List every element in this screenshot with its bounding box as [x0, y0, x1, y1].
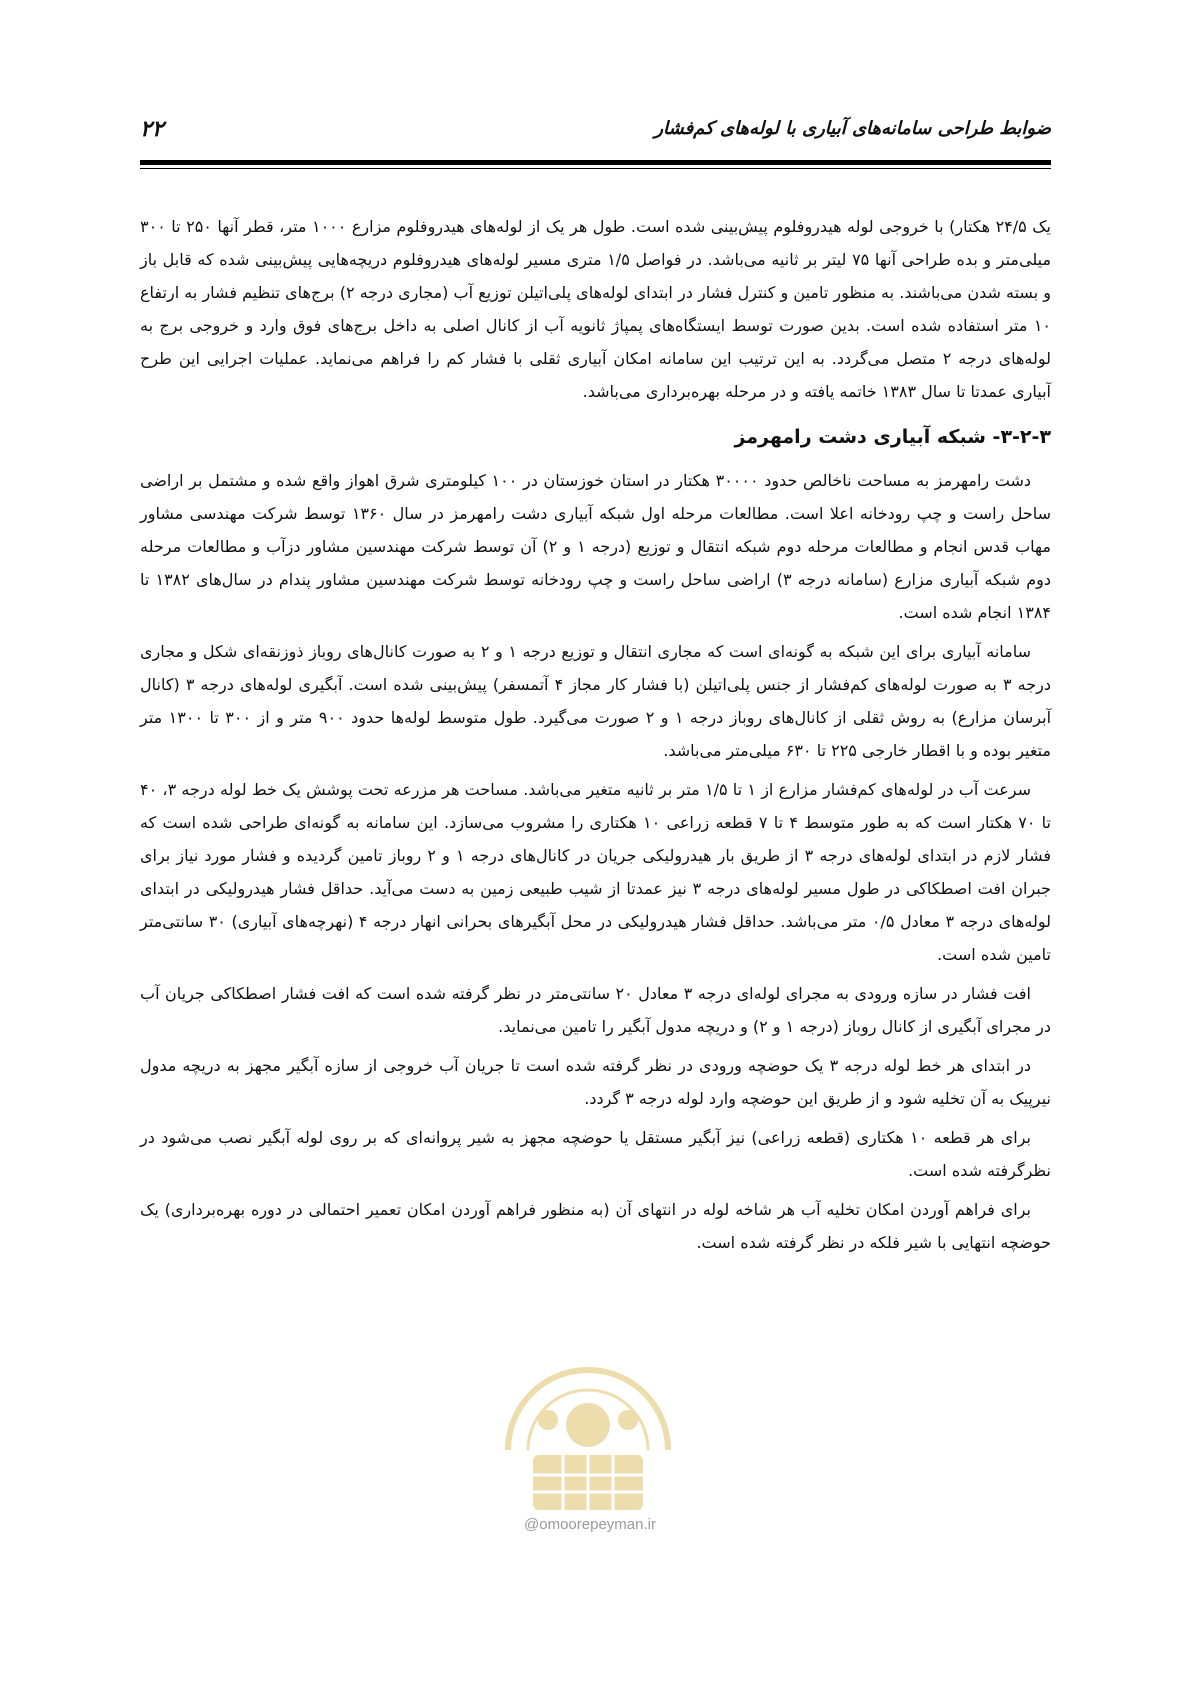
paragraph: افت فشار در سازه ورودی به مجرای لوله‌ای درجه ۳ معادل ۲۰ سانتی‌متر در نظر گرفته شده است که افت فشار اصطکاکی جریان آب در مجرای آبگیری از کانال روباز (درجه ۱ و ۲) و دریچه مدول آبگیر را تامین می‌نماید. [140, 984, 1051, 1036]
paragraph: سرعت آب در لوله‌های کم‌فشار مزارع از ۱ تا ۱/۵ متر بر ثانیه متغیر می‌باشد. مساحت هر مزرعه تحت پوشش یک خط لوله درجه ۳، ۴۰ تا ۷۰ هکتار است که به طور متوسط ۴ تا ۷ قطعه زراعی ۱۰ هکتاری را مشروب می‌سازد. این سامانه به گونه‌ای طراحی شده است که فشار لازم در ابتدای لوله‌های درجه ۳ از طریق بار هیدرولیکی جریان در کانال‌های درجه ۱ و ۲ روباز تامین گردیده و فشار مورد نیاز برای جبران افت اصطکاکی در طول مسیر لوله‌های درجه ۳ نیز عمدتا از شیب طبیعی زمین به دست می‌آید. حداقل فشار هیدرولیکی در ابتدای لوله‌های درجه ۳ معادل ۰/۵ متر می‌باشد. حداقل فشار هیدرولیکی در محل آبگیرهای بحرانی انهار درجه ۴ (نهرچه‌های آبیاری) ۳۰ سانتی‌متر تامین شده است. [140, 780, 1052, 964]
watermark-logo-icon [478, 1300, 698, 1530]
page-header [140, 118, 1051, 158]
body-text [140, 210, 1051, 1265]
paragraph: در ابتدای هر خط لوله درجه ۳ یک حوضچه ورودی در نظر گرفته شده است تا جریان آب خروجی از سازه آبگیر مجهز به دریچه مدول نیرپیک به آن تخلیه شود و از طریق این حوضچه وارد لوله درجه ۳ گردد. [140, 1056, 1051, 1108]
paragraph: سامانه آبیاری برای این شبکه به گونه‌ای است که مجاری انتقال و توزیع درجه ۱ و ۲ به صورت کانال‌های روباز ذوزنقه‌ای شکل و مجاری درجه ۳ به صورت لوله‌های کم‌فشار از جنس پلی‌اتیلن (با فشار کار مجاز ۴ آتمسفر) پیش‌بینی شده است. آبگیری لوله‌های درجه ۳ (کانال آبرسان مزارع) به روش ثقلی از کانال‌های روباز درجه ۱ و ۲ صورت می‌گیرد. طول متوسط لوله‌ها حدود ۹۰۰ متر و از ۳۰۰ تا ۱۳۰۰ متر متغیر بوده و با اقطار خارجی ۲۲۵ تا ۶۳۰ میلی‌متر می‌باشد. [140, 642, 1052, 760]
watermark-url: @omoorepeyman.ir [524, 1516, 656, 1533]
section-heading: ۳-۲-۳- شبکه آبیاری دشت رامهرمز [734, 426, 1051, 448]
paragraph: برای هر قطعه ۱۰ هکتاری (قطعه زراعی) نیز آبگیر مستقل یا حوضچه مجهز به شیر پروانه‌ای که بر روی لوله آبگیر نصب می‌شود در نظرگرفته شده است. [140, 1128, 1051, 1180]
paragraph: برای فراهم آوردن امکان تخلیه آب هر شاخه لوله در انتهای آن (به منظور فراهم آوردن امکان تعمیر احتمالی در دوره بهره‌برداری) یک حوضچه انتهایی با شیر فلکه در نظر گرفته شده است. [140, 1200, 1051, 1252]
page-number: ۲۲ [140, 116, 164, 142]
running-title: ضوابط طراحی سامانه‌های آبیاری با لوله‌های کم‌فشار [654, 118, 1051, 139]
paragraph: دشت رامهرمز به مساحت ناخالص حدود ۳۰۰۰۰ هکتار در استان خوزستان در ۱۰۰ کیلومتری شرق اهواز واقع شده و مشتمل بر اراضی ساحل راست و چپ رودخانه اعلا است. مطالعات مرحله اول شبکه آبیاری دشت رامهرمز در سال ۱۳۶۰ توسط شرکت مهندسی مشاور مهاب قدس انجام و مطالعات مرحله دوم شبکه انتقال و توزیع (درجه ۱ و ۲) آن توسط شرکت مهندسین مشاور دزآب و مطالعات مرحله دوم شبکه آبیاری مزارع (سامانه درجه ۳) اراضی ساحل راست و چپ رودخانه توسط شرکت مهندسین مشاور پندام در سال‌های ۱۳۸۲ تا ۱۳۸۴ انجام شده است. [140, 471, 1052, 622]
header-rule [140, 160, 1051, 165]
header-rule-thin [140, 168, 1051, 169]
paragraph: یک ۲۴/۵ هکتار) با خروجی لوله هیدروفلوم پیش‌بینی شده است. طول هر یک از لوله‌های هیدروفلوم مزارع ۱۰۰۰ متر، قطر آنها ۲۵۰ تا ۳۰۰ میلی‌متر و بده طراحی آنها ۷۵ لیتر بر ثانیه می‌باشد. در فواصل ۱/۵ متری مسیر لوله‌های هیدروفلوم دریچه‌هایی پیش‌بینی شده که قابل باز و بسته شدن می‌باشند. به منظور تامین و کنترل فشار در ابتدای لوله‌های پلی‌اتیلن توزیع آب (مجاری درجه ۲) برج‌های تنظیم فشار به ارتفاع ۱۰ متر استفاده شده است. بدین صورت توسط ایستگاه‌های پمپاژ ثانویه آب از کانال اصلی به داخل برج‌های فوق وارد و خروجی برج به لوله‌های درجه ۲ متصل می‌گردد. به این ترتیب این سامانه امکان آبیاری ثقلی با فشار کم را فراهم می‌نماید. عملیات اجرایی این طرح آبیاری عمدتا تا سال ۱۳۸۳ خاتمه یافته و در مرحله بهره‌برداری می‌باشد. [140, 217, 1052, 401]
